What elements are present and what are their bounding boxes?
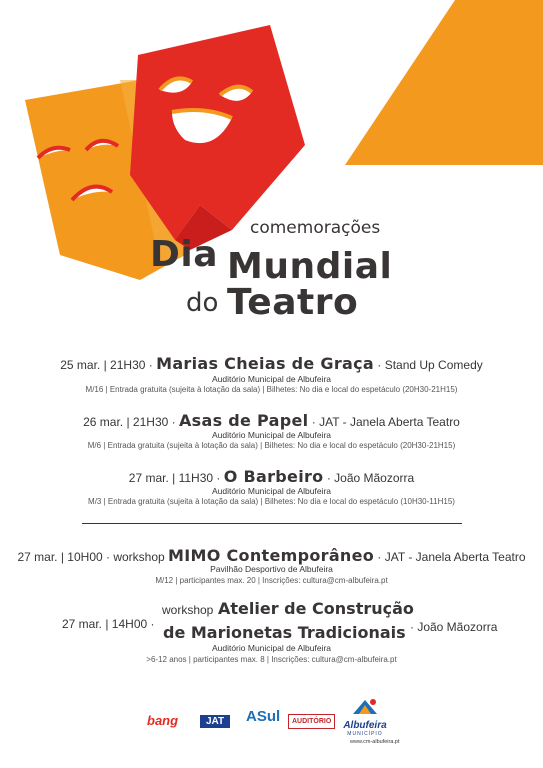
event-1-info: M/16 | Entrada gratuita (sujeita à lotação da sala) | Bilhetes: No dia e local do espetáculo (20H30-21H15) [85, 385, 458, 394]
event-1-venue: Auditório Municipal de Albufeira [211, 374, 332, 384]
event-date: 26 mar. | 21H30 · [83, 415, 176, 429]
title-do: do [186, 288, 219, 318]
event-3-line [0, 467, 543, 486]
orange-corner-shape [345, 0, 543, 165]
website-link[interactable]: www.cm-albufeira.pt [350, 739, 400, 745]
event-5-info: >6-12 anos | participantes max. 8 | Inscrições: cultura@cm-albufeira.pt [146, 655, 397, 664]
event-5-date: 27 mar. | 14H00 · [62, 617, 155, 631]
event-company: · JAT - Janela Aberta Teatro [377, 550, 526, 564]
event-2-venue: Auditório Municipal de Albufeira [211, 430, 332, 440]
event-2-info: M/6 | Entrada gratuita (sujeita à lotação da sala) | Bilhetes: No dia e local do espetáculo (20H30-21H15) [87, 441, 456, 450]
event-5-prefix: workshop [162, 603, 214, 617]
event-4-line [0, 546, 543, 565]
title-dia: Dia [150, 234, 219, 275]
title-teatro: Teatro [227, 282, 359, 323]
bang-logo: bang [147, 713, 179, 728]
event-3-info: M/3 | Entrada gratuita (sujeita à lotação da sala) | Bilhetes: No dia e local do espetáculo (10H30-11H15) [88, 497, 455, 506]
event-company: · Stand Up Comedy [377, 358, 483, 372]
title-mundial: Mundial [227, 246, 393, 287]
event-3-venue: Auditório Municipal de Albufeira [211, 486, 332, 496]
event-company: · JAT - Janela Aberta Teatro [311, 415, 460, 429]
event-title: MIMO Contemporâneo [168, 546, 375, 565]
event-4-venue: Pavilhão Desportivo de Albufeira [210, 564, 333, 574]
event-5-company: · João Mãozorra [410, 620, 498, 634]
title-comemoracoes: comemorações [250, 218, 381, 238]
event-5-title-line2: de Marionetas Tradicionais [163, 623, 406, 642]
albufeira-logo: Albufeira MUNICÍPIO [335, 698, 395, 737]
auditorio-logo: AUDITÓRIO [288, 710, 335, 729]
event-date: 25 mar. | 21H30 · [60, 358, 153, 372]
event-title: Asas de Papel [178, 411, 309, 430]
event-2-line [0, 411, 543, 430]
jat-logo: JAT [200, 711, 230, 729]
section-divider [82, 523, 462, 524]
event-title: Marias Cheias de Graça [156, 354, 375, 373]
event-4-info: M/12 | participantes max. 20 | Inscrições: cultura@cm-albufeira.pt [155, 576, 388, 585]
event-1-line [0, 354, 543, 373]
asul-logo: ASul [246, 708, 281, 725]
event-title: O Barbeiro [223, 467, 324, 486]
event-company: · João Mãozorra [326, 471, 415, 485]
event-date: 27 mar. | 10H00 · workshop [17, 550, 165, 564]
event-5-venue: Auditório Municipal de Albufeira [211, 643, 332, 653]
albufeira-emblem-icon [350, 698, 380, 716]
event-date: 27 mar. | 11H30 · [128, 471, 221, 485]
event-5-title-line1: Atelier de Construção [218, 599, 414, 618]
